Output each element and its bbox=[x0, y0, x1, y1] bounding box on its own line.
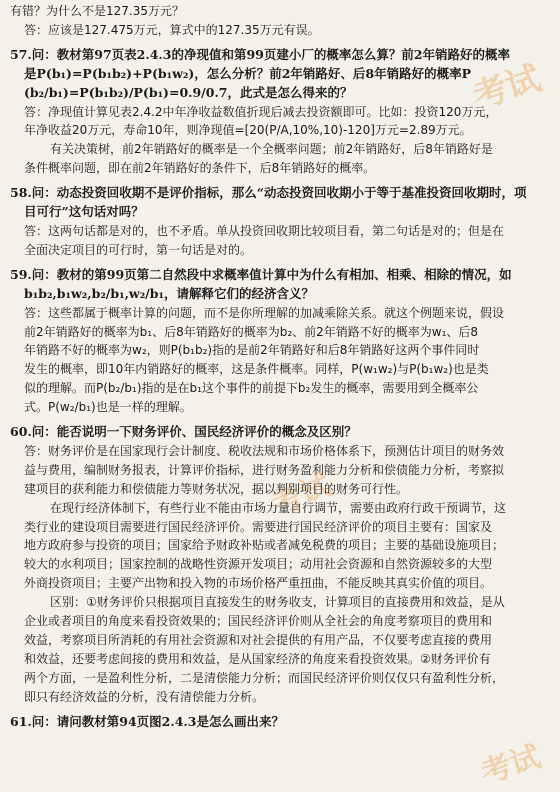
answer-line: 年销路不好的概率为w₂，则P(b₁b₂)指的是前2年销路好和后8年销路好这两个事件同时 bbox=[24, 343, 480, 358]
answer-line: 建项目的获利能力和偿债能力等财务状况，据以判别项目的财务可行性。 bbox=[24, 481, 409, 496]
answer-line: 益与费用，编制财务报表，计算评价指标，进行财务盈利能力分析和偿债能力分析，考察拟 bbox=[24, 462, 505, 477]
answer-line: 有关决策树，前2年销路好的概率是一个全概率问题；前2年销路好，后8年销路好是 bbox=[50, 142, 493, 157]
answer-line: 式。P(w₂/b₁)也是一样的理解。 bbox=[24, 400, 192, 415]
answer-line: 条件概率问题，即在前2年销路好的条件下，后8年销路好的概率。 bbox=[24, 161, 376, 176]
document-page bbox=[10, 2, 550, 732]
answer-line: 前2年销路好的概率为b₁、后8年销路好的概率为b₂、前2年销路不好的概率为w₁、后8 bbox=[24, 324, 479, 339]
answer-line: 和效益，还要考虑间接的费用和效益，是从国家经济的角度来看投资效果。②财务评价有 bbox=[24, 651, 491, 666]
question-line: 61.问：请问教材第94页图2.4.3是怎么画出来？ bbox=[10, 713, 284, 729]
answer-line: 效益，考察项目所消耗的有用社会资源和对社会提供的有用产品，不仅要考虑直接的费用 bbox=[24, 633, 493, 647]
answer-line: 在现行经济体制下，有些行业不能由市场力量自行调节，需要由政府行政干预调节，这 bbox=[50, 500, 507, 515]
answer-line: 外商投资项目；主要产出物和投入物的市场价格严重扭曲，不能反映其真实价值的项目。 bbox=[24, 576, 493, 591]
answer-line: 全面决定项目的可行时，第一句话是对的。 bbox=[24, 242, 253, 257]
question-line: 是P(b₁)=P(b₁b₂)+P(b₁w₂)，怎么分析？前2年销路好、后8年销路好的概率P bbox=[24, 65, 472, 81]
answer-line: 年净收益20万元，寿命10年，则净现值=[20(P/A,10%,10)-120]万元=2.89万元。 bbox=[24, 123, 472, 138]
answer-line: 答：这两句话都是对的，也不矛盾。单从投资回收期比较项目看，第二句话是对的；但是在 bbox=[24, 223, 505, 238]
question-line: b₁b₂,b₁w₂,b₂/b₁,w₂/b₁，请解释它们的经济含义？ bbox=[24, 285, 314, 301]
question-line: 57.问：教材第97页表2.4.3的净现值和第99页建小厂的概率怎么算？前2年销路好的概率 bbox=[10, 46, 511, 62]
question-line: 目可行”这句话对吗？ bbox=[24, 204, 144, 220]
answer-line: 企业或者项目的角度来看投资效果的；国民经济评价则从全社会的角度考察项目的费用和 bbox=[24, 614, 493, 629]
answer-line: 答：应该是127.475万元，算式中的127.35万元有误。 bbox=[24, 22, 320, 37]
answer-line: 有错？为什么不是127.35万元？ bbox=[10, 4, 184, 18]
watermark-logo: 考试 bbox=[266, 467, 336, 523]
answer-line: 答：这些都属于概率计算的问题，而不是你所理解的加减乘除关系。就这个例题来说，假设 bbox=[24, 305, 505, 320]
question-line: 59.问：教材的第99页第二自然段中求概率值计算中为什么有相加、相乘、相除的情况，如 bbox=[10, 266, 512, 282]
answer-line: 答：财务评价是在国家现行会计制度、税收法规和市场价格体系下，预测估计项目的财务效 bbox=[24, 443, 505, 458]
question-line: 60.问：能否说明一下财务评价、国民经济评价的概念及区别？ bbox=[10, 424, 357, 440]
watermark-logo: 考试 bbox=[468, 58, 546, 118]
answer-line: 发生的概率，即10年内销路好的概率，这是条件概率。同样，P(w₁w₂)与P(b₁w₂)也是类 bbox=[24, 362, 489, 377]
answer-line: 即只有经济效益的分析，没有清偿能力分析。 bbox=[24, 689, 265, 704]
answer-line: 较大的水利项目；国家控制的战略性资源开发项目；动用社会资源和自然资源较多的大型 bbox=[24, 557, 493, 572]
question-line: 58.问：动态投资回收期不是评价指标，那么“动态投资回收期小于等于基准投资回收期时，项 bbox=[10, 185, 527, 201]
answer-line: 类行业的建设项目需要进行国民经济评价。需要进行国民经济评价的项目主要有：国家及 bbox=[24, 519, 493, 534]
answer-line: 两个方面，一是盈利性分析，二是清偿能力分析；而国民经济评价则仅仅只有盈利性分析， bbox=[24, 670, 505, 685]
answer-line: 答：净现值计算见表2.4.2中年净收益数值折现后减去投资额即可。比如：投资120万元， bbox=[24, 104, 498, 119]
answer-line: 地方政府参与投资的项目；国家给予财政补贴或者减免税费的项目；主要的基础设施项目； bbox=[24, 538, 505, 553]
question-line: (b₂/b₁)=P(b₁b₂)/P(b₁)=0.9/0.7，此式是怎么得来的？ bbox=[24, 84, 353, 100]
answer-line: 似的理解。而P(b₂/b₁)指的是在b₁这个事件的前提下b₂发生的概率，需要用到全概率公 bbox=[24, 381, 479, 396]
watermark-logo: 考试 bbox=[477, 739, 546, 792]
answer-line: 区别：①财务评价只根据项目直接发生的财务收支，计算项目的直接费用和效益，是从 bbox=[50, 595, 505, 610]
